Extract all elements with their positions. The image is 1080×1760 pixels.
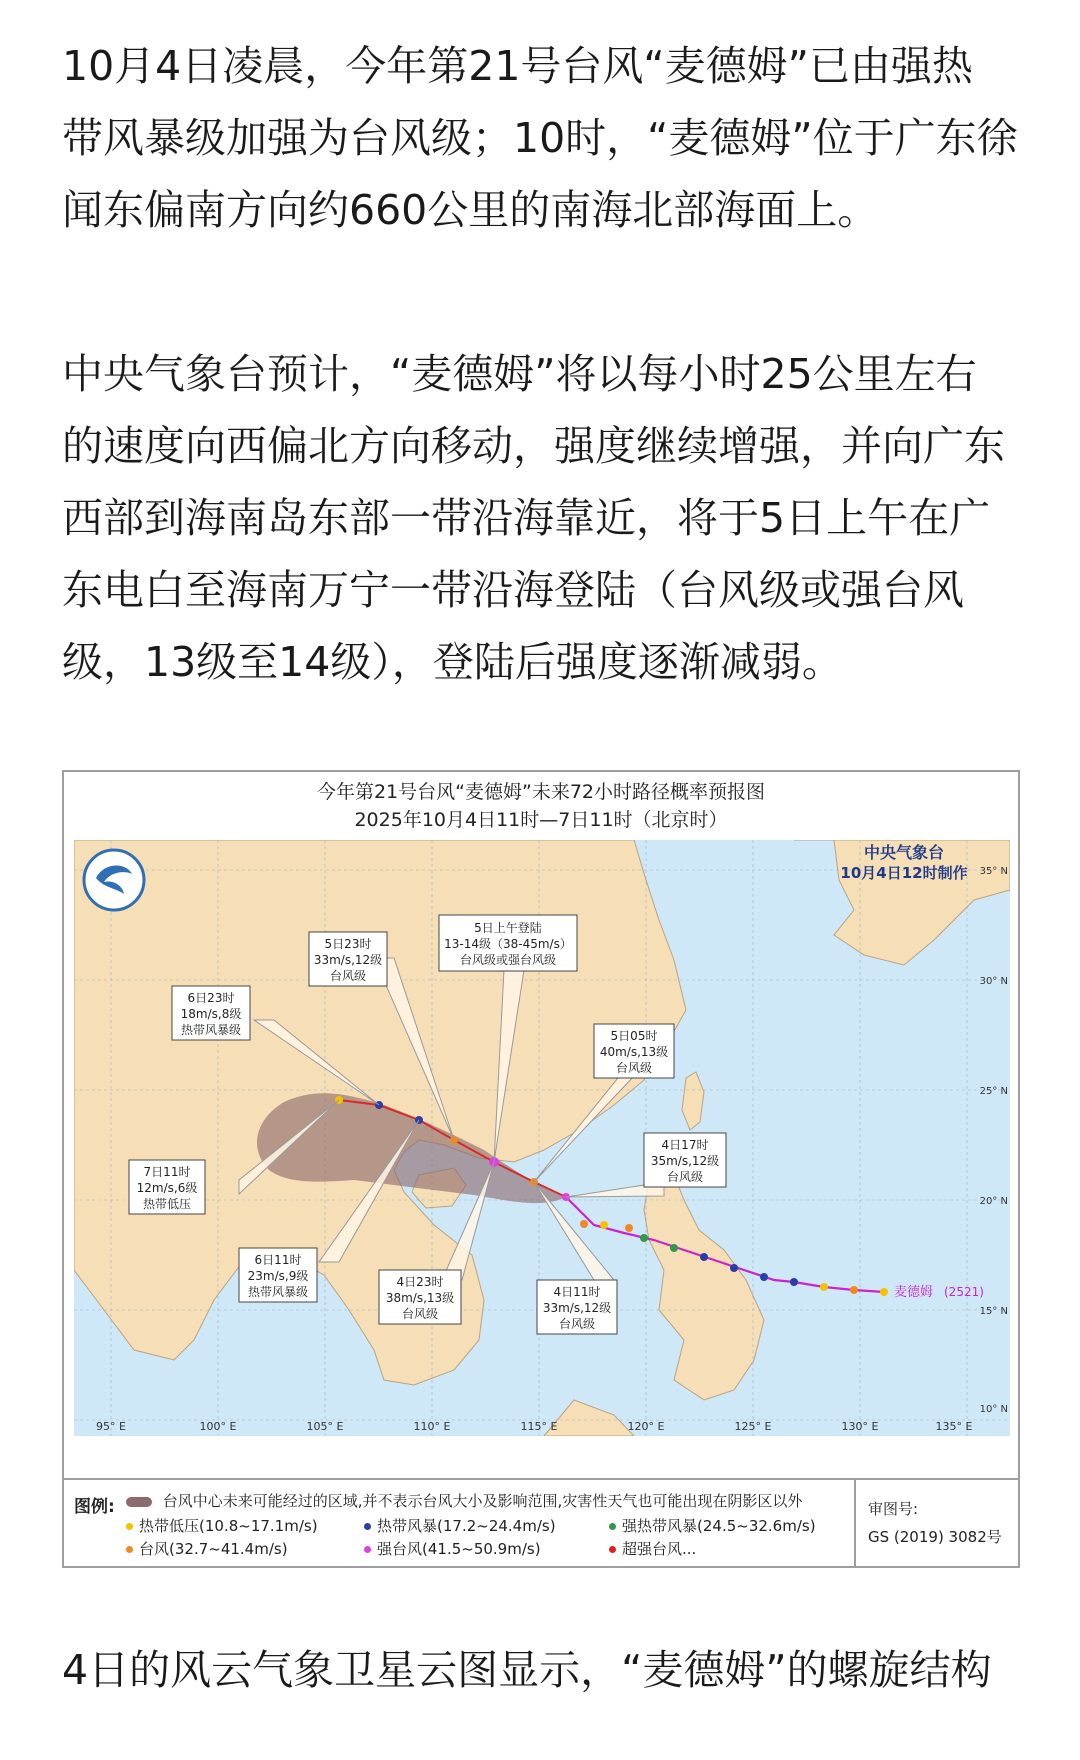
issue-time-label: 10月4日12时制作 (840, 864, 968, 882)
callout-7d11h (129, 1160, 205, 1214)
typhoon-track-map (74, 840, 1010, 1436)
sty-dot (364, 1546, 371, 1553)
legend-label: 热带低压(10.8~17.1m/s) (139, 1517, 318, 1535)
svg-text:33m/s,12级: 33m/s,12级 (542, 1301, 612, 1315)
svg-text:6日11时: 6日11时 (254, 1253, 302, 1267)
paragraph-forecast (62, 338, 1022, 698)
text-line: 的速度向西偏北方向移动，强度继续增强，并向广东 (62, 422, 1005, 470)
callout-landfall (439, 915, 577, 971)
ty-dot (126, 1546, 133, 1553)
sts-dot (609, 1523, 616, 1530)
map-review-box (854, 1480, 1020, 1566)
legend-title: 图例: (74, 1497, 115, 1517)
legend-label: 强台风(41.5~50.9m/s) (377, 1540, 541, 1558)
legend-label: 强热带风暴(24.5~32.6m/s) (622, 1517, 816, 1535)
super-dot (609, 1546, 616, 1553)
lat-label: 15° N (979, 1306, 1008, 1317)
text-line: 东电白至海南万宁一带沿海登陆（台风级或强台风 (62, 566, 964, 614)
svg-text:7日11时: 7日11时 (143, 1165, 191, 1179)
legend-item-td (126, 1515, 318, 1536)
lat-label: 35° N (979, 866, 1008, 877)
td-dot (126, 1523, 133, 1530)
lat-label: 30° N (979, 976, 1008, 987)
svg-text:4日23时: 4日23时 (396, 1275, 444, 1289)
lon-label: 105° E (306, 1420, 344, 1433)
review-label: 审图号: (868, 1500, 919, 1518)
callout-5d05h (594, 1024, 674, 1078)
longitude-labels (96, 1420, 972, 1433)
svg-text:台风级或强台风级: 台风级或强台风级 (459, 953, 557, 967)
svg-text:5日05时: 5日05时 (610, 1029, 658, 1043)
svg-text:5日23时: 5日23时 (324, 937, 372, 951)
callout-6d23h (172, 986, 250, 1040)
lat-label: 10° N (979, 1404, 1008, 1415)
legend-cone (126, 1490, 802, 1511)
lon-label: 125° E (734, 1420, 772, 1433)
legend-item-ty (126, 1538, 288, 1559)
text-line: 西部到海南岛东部一带沿海靠近，将于5日上午在广 (62, 494, 991, 542)
legend-item-super (609, 1538, 696, 1559)
text-line: 中央气象台预计，“麦德姆”将以每小时25公里左右 (62, 350, 977, 398)
svg-text:台风级: 台风级 (329, 969, 367, 983)
typhoon-forecast-figure[interactable] (62, 770, 1020, 1568)
map-legend (64, 1478, 1018, 1566)
legend-item-sty (364, 1538, 541, 1559)
legend-item-ts (364, 1515, 556, 1536)
svg-text:台风级: 台风级 (666, 1170, 704, 1184)
map-title: 今年第21号台风“麦德姆”未来72小时路径概率预报图 (316, 781, 766, 803)
callout-4d11h (537, 1280, 617, 1334)
legend-label: 超强台风... (622, 1540, 697, 1558)
issuer-label: 中央气象台 (863, 843, 945, 862)
svg-text:18m/s,8级: 18m/s,8级 (180, 1007, 242, 1021)
text-line: 闻东偏南方向约660公里的南海北部海面上。 (62, 186, 879, 234)
legend-label: 台风(32.7~41.4m/s) (139, 1540, 288, 1558)
text-line: 4日的风云气象卫星云图显示，“麦德姆”的螺旋结构 (62, 1646, 992, 1694)
svg-text:热带风暴级: 热带风暴级 (180, 1023, 242, 1037)
legend-label: 热带风暴(17.2~24.4m/s) (377, 1517, 556, 1535)
text-line: 带风暴级加强为台风级；10时，“麦德姆”位于广东徐 (62, 114, 1018, 162)
lon-label: 110° E (413, 1420, 451, 1433)
lon-label: 95° E (96, 1420, 126, 1433)
callout-6d11h (239, 1248, 317, 1302)
paragraph-satellite (62, 1634, 1022, 1706)
svg-text:6日23时: 6日23时 (187, 991, 235, 1005)
lon-label: 115° E (520, 1420, 558, 1433)
lon-label: 130° E (841, 1420, 879, 1433)
svg-text:热带风暴级: 热带风暴级 (247, 1285, 309, 1299)
svg-text:38m/s,13级: 38m/s,13级 (385, 1291, 455, 1305)
callout-5d23h (309, 932, 387, 986)
lat-label: 20° N (979, 1196, 1008, 1207)
svg-text:4日17时: 4日17时 (661, 1138, 709, 1152)
callout-4d17h (644, 1133, 726, 1187)
lon-label: 120° E (627, 1420, 665, 1433)
storm-id-label: (2521) (944, 1285, 984, 1299)
svg-text:12m/s,6级: 12m/s,6级 (136, 1181, 198, 1195)
svg-text:35m/s,12级: 35m/s,12级 (650, 1154, 720, 1168)
review-number: GS (2019) 3082号 (868, 1528, 1002, 1546)
callout-4d23h (379, 1270, 461, 1324)
lat-label: 25° N (979, 1086, 1008, 1097)
svg-text:台风级: 台风级 (401, 1307, 439, 1321)
svg-text:5日上午登陆: 5日上午登陆 (474, 921, 542, 935)
svg-text:40m/s,13级: 40m/s,13级 (599, 1045, 669, 1059)
svg-text:33m/s,12级: 33m/s,12级 (313, 953, 383, 967)
svg-text:23m/s,9级: 23m/s,9级 (247, 1269, 309, 1283)
cone-swatch (126, 1497, 152, 1507)
svg-text:13-14级（38-45m/s）: 13-14级（38-45m/s） (444, 937, 572, 951)
map-subtitle: 2025年10月4日11时—7日11时（北京时） (354, 809, 728, 831)
cma-logo (84, 850, 144, 910)
paragraph-landfall-status (62, 30, 1022, 246)
lon-label: 100° E (199, 1420, 237, 1433)
legend-cone-text: 台风中心未来可能经过的区域,并不表示台风大小及影响范围,灾害性天气也可能出现在阴影区以外 (162, 1492, 803, 1510)
storm-name-label: 麦德姆 (894, 1285, 934, 1300)
svg-text:台风级: 台风级 (558, 1317, 596, 1331)
ts-dot (364, 1523, 371, 1530)
svg-text:4日11时: 4日11时 (553, 1285, 601, 1299)
legend-item-sts (609, 1515, 816, 1536)
lon-label: 135° E (935, 1420, 973, 1433)
svg-text:热带低压: 热带低压 (142, 1197, 192, 1211)
svg-text:台风级: 台风级 (615, 1061, 653, 1075)
text-line: 级，13级至14级），登陆后强度逐渐减弱。 (62, 638, 843, 686)
text-line: 10月4日凌晨，今年第21号台风“麦德姆”已由强热 (62, 42, 973, 90)
